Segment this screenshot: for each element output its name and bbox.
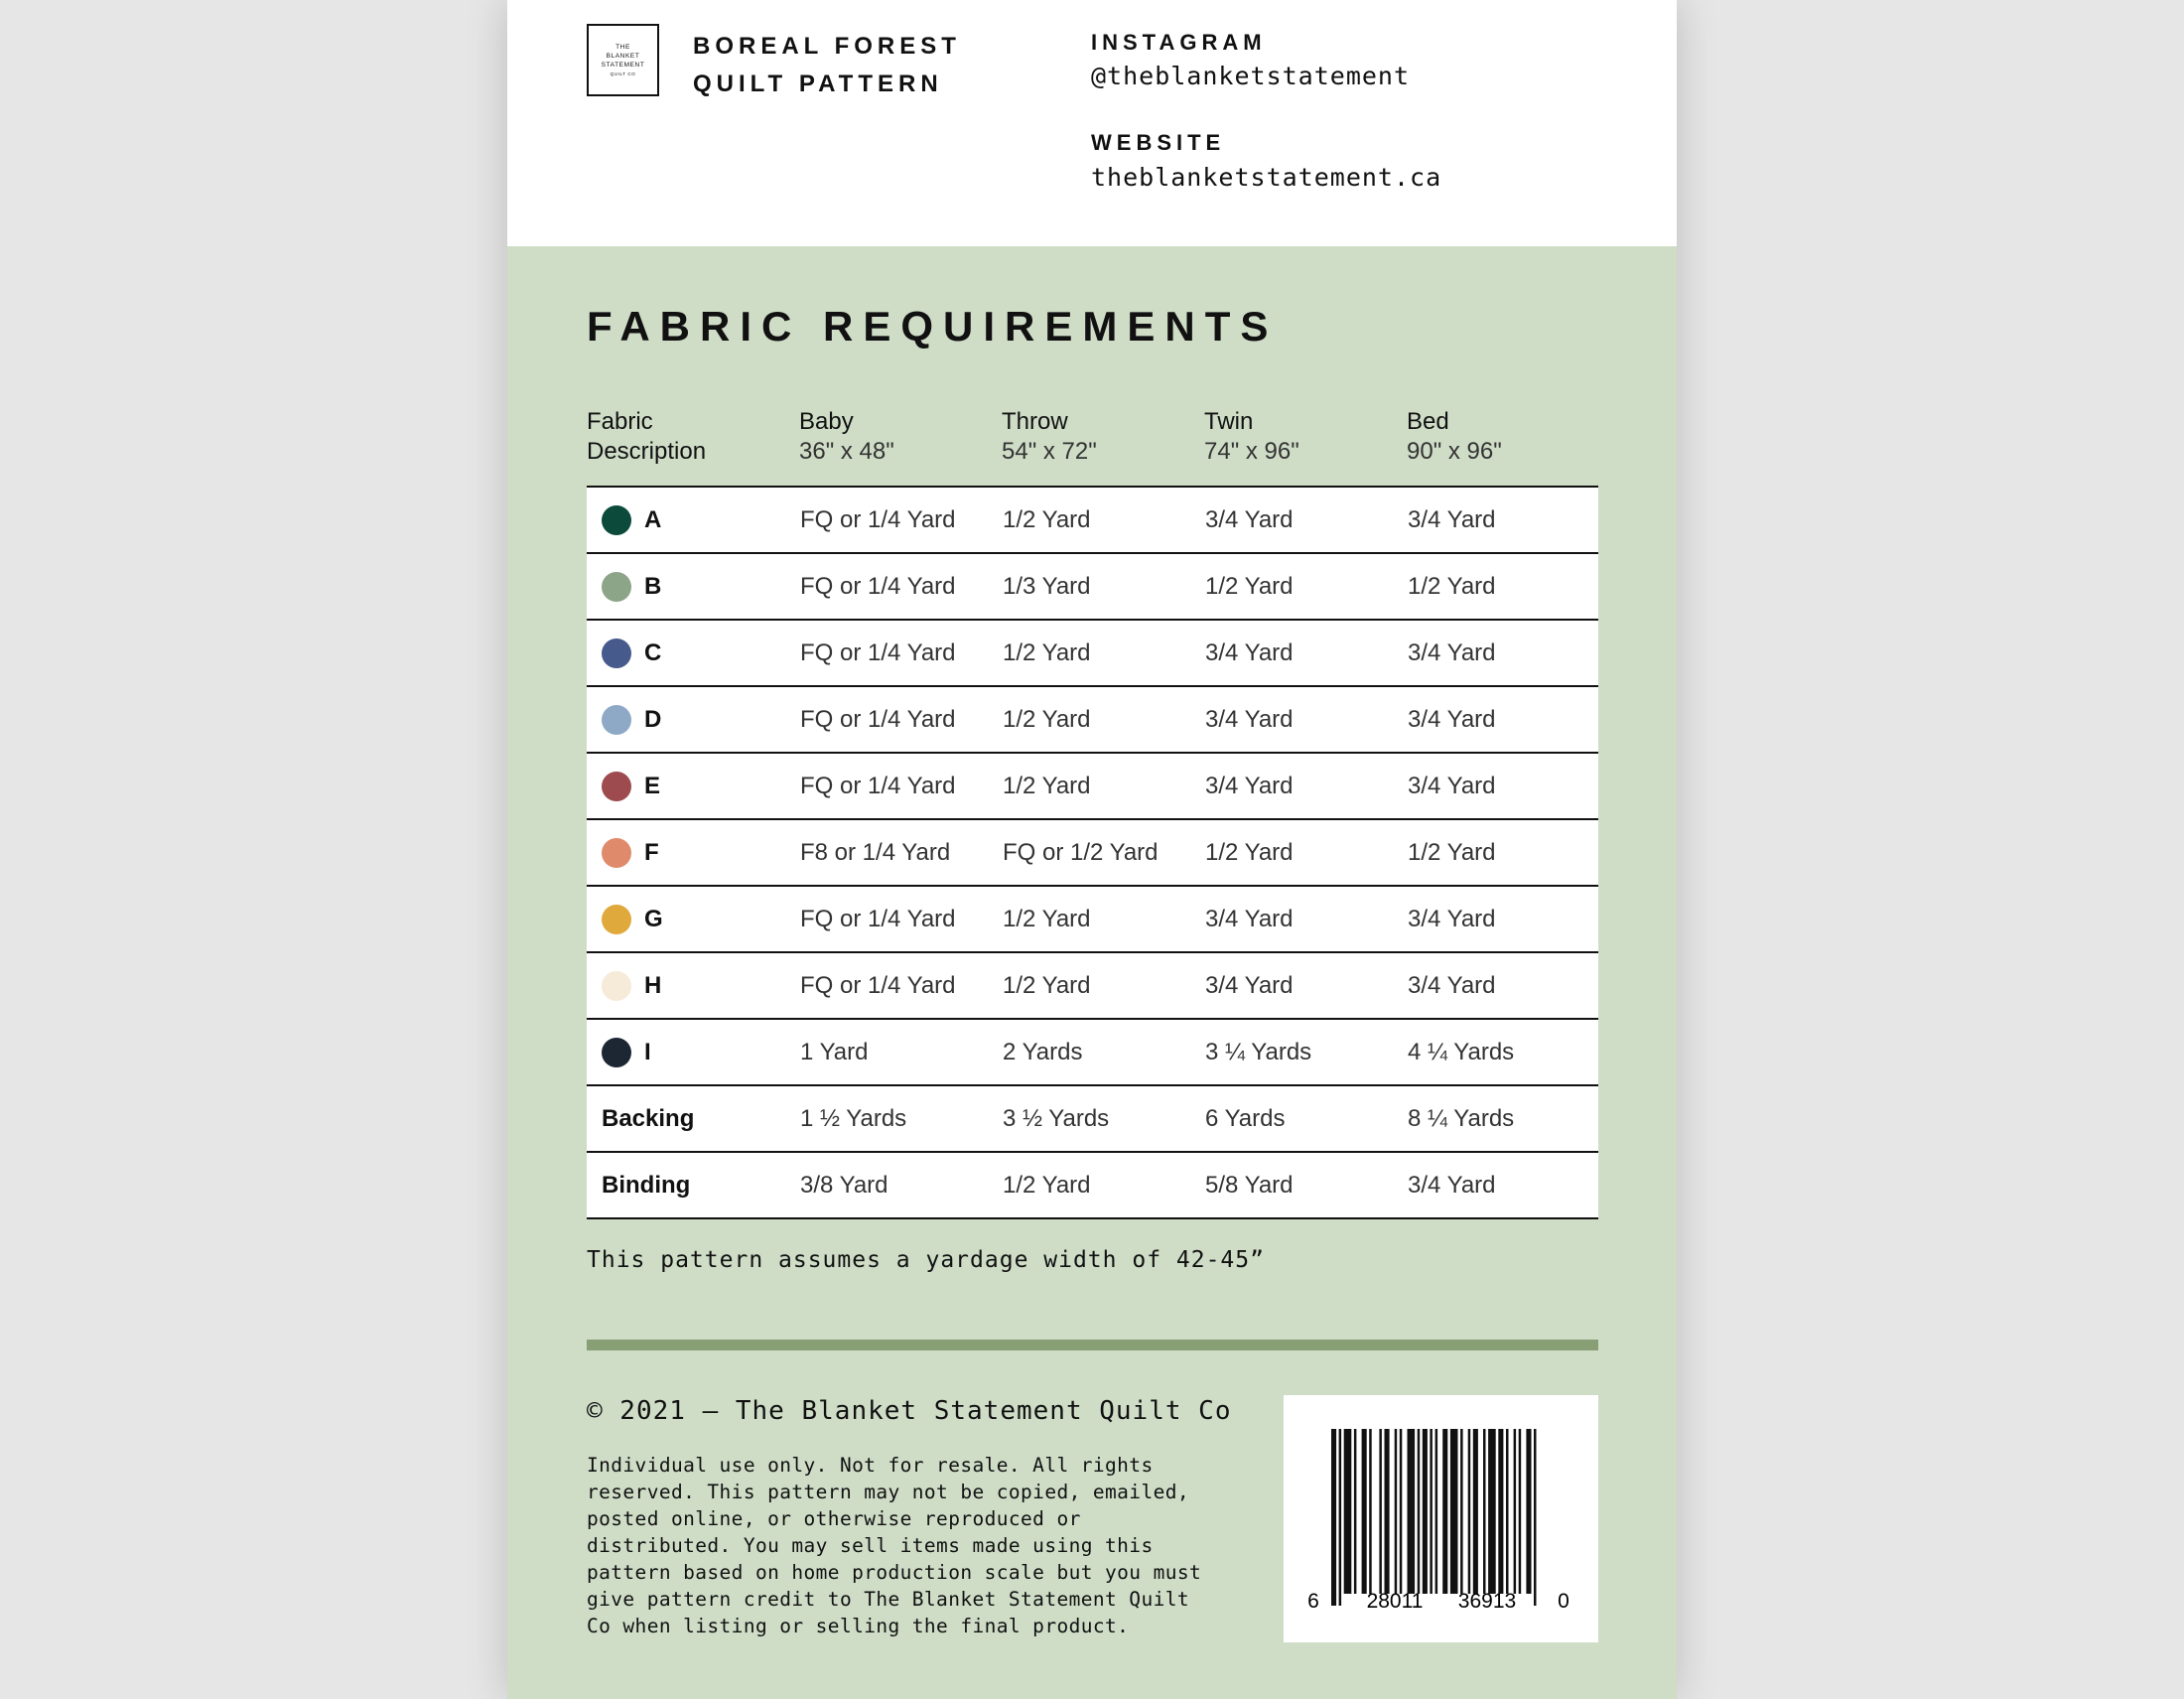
column-header-baby	[799, 407, 894, 467]
barcode-bar	[1473, 1429, 1478, 1594]
table-cell: 3 ¼ Yards	[1205, 1039, 1312, 1065]
column-header-label: Fabric	[587, 408, 653, 435]
table-cell: 1/2 Yard	[1408, 839, 1496, 866]
table-cell: 5/8 Yard	[1205, 1172, 1294, 1199]
pattern-title-line1: BOREAL FOREST	[693, 33, 961, 60]
barcode-bar	[1385, 1429, 1390, 1594]
fabric-label: Binding	[602, 1172, 691, 1199]
barcode-bar	[1514, 1429, 1517, 1594]
table-cell: 3/4 Yard	[1205, 773, 1294, 799]
table-cell: 1/2 Yard	[1408, 573, 1496, 600]
fabric-swatch	[602, 838, 631, 868]
fabric-swatch	[602, 505, 631, 535]
table-row	[587, 1153, 1598, 1219]
table-cell: 1 ½ Yards	[800, 1105, 907, 1132]
barcode-bar	[1526, 1429, 1531, 1594]
table-cell: 1/2 Yard	[1205, 839, 1294, 866]
column-header-fabric	[587, 407, 706, 467]
barcode-bar	[1418, 1429, 1421, 1594]
website-link[interactable]: theblanketstatement.ca	[1091, 163, 1442, 192]
barcode-bar	[1379, 1429, 1382, 1594]
fabric-swatch	[602, 705, 631, 735]
barcode-bar	[1339, 1429, 1342, 1606]
table-cell: 3/4 Yard	[1205, 906, 1294, 932]
column-header-throw	[1002, 407, 1097, 467]
fabric-swatch	[602, 772, 631, 801]
barcode-bar	[1369, 1429, 1372, 1594]
table-cell: FQ or 1/4 Yard	[800, 906, 956, 932]
table-cell: 6 Yards	[1205, 1105, 1286, 1132]
table-cell: FQ or 1/4 Yard	[800, 639, 956, 666]
column-header-sub: Description	[587, 438, 707, 465]
barcode-digit-left: 28011	[1366, 1590, 1424, 1613]
table-cell: 3/4 Yard	[1408, 773, 1496, 799]
table-cell: 3/4 Yard	[1205, 639, 1294, 666]
fabric-label: Backing	[602, 1105, 695, 1132]
column-header-label: Baby	[799, 408, 854, 435]
column-header-sub: 36" x 48"	[799, 438, 894, 465]
table-row	[587, 687, 1598, 754]
barcode-bar	[1430, 1429, 1433, 1594]
table-row	[587, 754, 1598, 820]
barcode-digit-check: 0	[1558, 1590, 1570, 1613]
table-cell: 3/4 Yard	[1408, 906, 1496, 932]
table-cell: 1/3 Yard	[1003, 573, 1091, 600]
copyright-text: © 2021 – The Blanket Statement Quilt Co	[587, 1396, 1232, 1426]
column-header-label: Bed	[1407, 408, 1449, 435]
legal-text: Individual use only. Not for resale. All rights reserved. This pattern may not be copied, emailed, posted online, or otherwise reproduced or distributed. You may sell items made using this pattern based on home production scale but you must give pattern credit to The Blanket Statement Quilt Co when listing or selling the final product.	[587, 1454, 1202, 1637]
table-cell: 3/4 Yard	[1205, 706, 1294, 733]
fabric-label: D	[644, 706, 662, 733]
column-header-sub: 54" x 72"	[1002, 438, 1097, 465]
logo-line: BLANKET	[606, 52, 640, 60]
barcode-bar	[1400, 1429, 1403, 1594]
barcode-bar	[1331, 1429, 1336, 1606]
fabric-swatch	[602, 638, 631, 668]
barcode-bar	[1519, 1429, 1522, 1594]
fabric-label: A	[644, 506, 662, 533]
barcode-bar	[1408, 1429, 1416, 1594]
fabric-swatch	[602, 1038, 631, 1067]
barcode-bar	[1435, 1429, 1438, 1594]
barcode-bar	[1506, 1429, 1509, 1594]
table-cell: FQ or 1/4 Yard	[800, 773, 956, 799]
logo-line: STATEMENT	[601, 61, 645, 69]
barcode-bar	[1468, 1429, 1471, 1594]
table-cell: 3/4 Yard	[1408, 1172, 1496, 1199]
logo-line: THE	[615, 43, 630, 51]
header-panel	[507, 0, 1677, 246]
barcode-bar	[1344, 1429, 1352, 1594]
yardage-note: This pattern assumes a yardage width of 42-45”	[587, 1247, 1265, 1273]
table-row	[587, 621, 1598, 687]
table-cell: FQ or 1/4 Yard	[800, 506, 956, 533]
table-row	[587, 1020, 1598, 1086]
fabric-label: F	[644, 839, 659, 866]
table-row	[587, 953, 1598, 1020]
barcode-bar	[1534, 1429, 1537, 1606]
barcode-bar	[1395, 1429, 1398, 1594]
column-header-bed	[1407, 407, 1502, 467]
table-row	[587, 554, 1598, 621]
table-cell: F8 or 1/4 Yard	[800, 839, 951, 866]
table-cell: 3/4 Yard	[1205, 972, 1294, 999]
fabric-label: I	[644, 1039, 651, 1065]
table-cell: FQ or 1/4 Yard	[800, 573, 956, 600]
fabric-label: B	[644, 573, 662, 600]
barcode-bar	[1442, 1429, 1447, 1594]
column-header-label: Twin	[1204, 408, 1254, 435]
table-cell: 3/4 Yard	[1205, 506, 1294, 533]
pattern-title-line2: QUILT PATTERN	[693, 71, 943, 97]
table-cell: 1/2 Yard	[1003, 1172, 1091, 1199]
barcode-bar	[1498, 1429, 1503, 1594]
fabric-swatch	[602, 905, 631, 934]
pattern-title	[693, 28, 961, 103]
fabric-swatch	[602, 572, 631, 602]
table-cell: 1/2 Yard	[1003, 972, 1091, 999]
table-cell: 2 Yards	[1003, 1039, 1083, 1065]
barcode-digit-right: 36913	[1457, 1590, 1517, 1613]
table-cell: FQ or 1/2 Yard	[1003, 839, 1159, 866]
table-cell: FQ or 1/4 Yard	[800, 706, 956, 733]
table-cell: 3 ½ Yards	[1003, 1105, 1110, 1132]
fabric-label: C	[644, 639, 662, 666]
table-cell: 8 ¼ Yards	[1408, 1105, 1515, 1132]
fabric-swatch	[602, 971, 631, 1001]
column-header-twin	[1204, 407, 1299, 467]
table-cell: 3/8 Yard	[800, 1172, 888, 1199]
fabric-label: H	[644, 972, 662, 999]
table-cell: FQ or 1/4 Yard	[800, 972, 956, 999]
table-cell: 3/4 Yard	[1408, 506, 1496, 533]
table-cell: 1/2 Yard	[1003, 773, 1091, 799]
table-cell: 1/2 Yard	[1003, 506, 1091, 533]
column-header-sub: 74" x 96"	[1204, 438, 1299, 465]
table-cell: 4 ¼ Yards	[1408, 1039, 1515, 1065]
pattern-sheet	[507, 0, 1677, 1699]
table-cell: 1/2 Yard	[1003, 639, 1091, 666]
section-divider	[587, 1340, 1598, 1350]
instagram-handle[interactable]: @theblanketstatement	[1091, 62, 1411, 90]
table-cell: 1/2 Yard	[1205, 573, 1294, 600]
barcode-digit-lead: 6	[1307, 1590, 1319, 1613]
barcode-bar	[1423, 1429, 1428, 1594]
table-cell: 3/4 Yard	[1408, 706, 1496, 733]
table-cell: 3/4 Yard	[1408, 972, 1496, 999]
table-cell: 1/2 Yard	[1003, 906, 1091, 932]
barcode-bar	[1488, 1429, 1496, 1594]
barcode	[1284, 1395, 1598, 1642]
section-title: FABRIC REQUIREMENTS	[587, 303, 1279, 350]
table-row	[587, 1086, 1598, 1153]
fabric-label: G	[644, 906, 663, 932]
barcode-bars	[1331, 1429, 1537, 1606]
fabric-requirements-table	[587, 486, 1598, 1219]
column-header-label: Throw	[1002, 408, 1068, 435]
barcode-bar	[1450, 1429, 1458, 1594]
barcode-graphic	[1284, 1395, 1598, 1642]
barcode-bar	[1483, 1429, 1486, 1594]
instagram-label: INSTAGRAM	[1091, 30, 1267, 55]
table-cell: 1/2 Yard	[1003, 706, 1091, 733]
table-row	[587, 887, 1598, 953]
column-header-sub: 90" x 96"	[1407, 438, 1502, 465]
brand-logo	[587, 24, 659, 96]
barcode-bar	[1362, 1429, 1367, 1594]
table-row	[587, 820, 1598, 887]
table-cell: 3/4 Yard	[1408, 639, 1496, 666]
fabric-label: E	[644, 773, 661, 799]
table-cell: 1 Yard	[800, 1039, 869, 1065]
website-label: WEBSITE	[1091, 130, 1226, 155]
table-row	[587, 488, 1598, 554]
barcode-bar	[1460, 1429, 1463, 1594]
barcode-bar	[1354, 1429, 1357, 1594]
logo-line: QUILT CO	[610, 71, 636, 76]
